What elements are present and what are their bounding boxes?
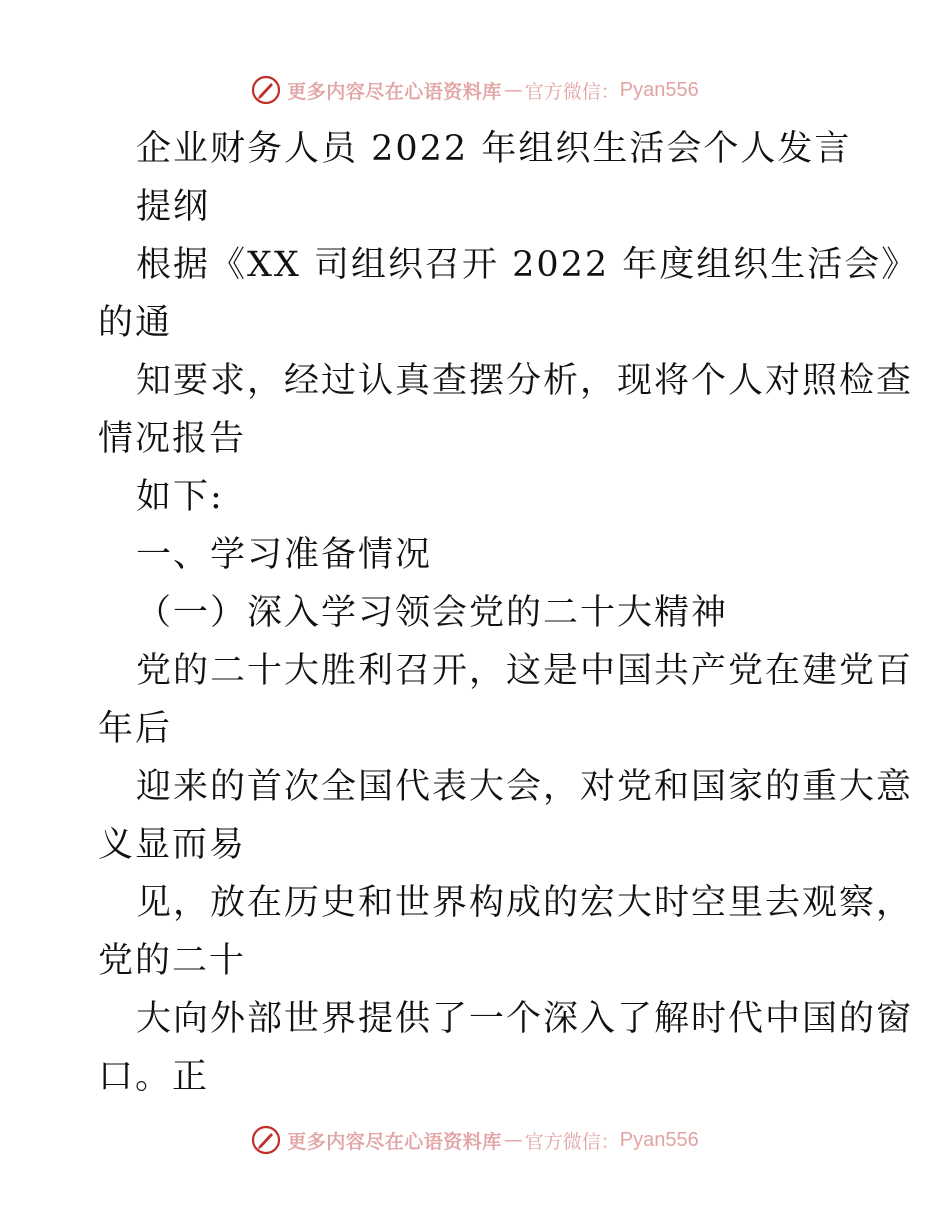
document-line: 口。正: [98, 1057, 210, 1097]
document-line: 见，放在历史和世界构成的宏大时空里去观察，: [136, 883, 914, 923]
header-contact-id: Pyan556: [619, 78, 699, 101]
document-line: 党的二十: [98, 941, 247, 981]
document-line: 年后: [98, 709, 173, 749]
document-line: 如下:: [136, 477, 224, 517]
footer-contact-label: 官方微信：: [524, 1130, 620, 1153]
footer-contact-id: Pyan556: [619, 1128, 699, 1151]
footer-dash: —: [503, 1129, 523, 1151]
footer-site-text: 更多内容尽在心语资料库: [287, 1130, 502, 1153]
header-dash: —: [503, 79, 523, 101]
footer-banner: [0, 1120, 950, 1160]
header-banner: [0, 70, 950, 110]
quill-logo-icon: [251, 1125, 281, 1155]
document-line: 大向外部世界提供了一个深入了解时代中国的窗: [136, 999, 914, 1039]
document-line: （一）深入学习领会党的二十大精神: [136, 593, 729, 633]
document-line: 提纲: [136, 187, 211, 227]
document-line: 义显而易: [98, 825, 247, 865]
document-line: 党的二十大胜利召开，这是中国共产党在建党百: [136, 651, 914, 691]
document-line: 企业财务人员 2022 年组织生活会个人发言: [136, 129, 852, 169]
document-body: [98, 120, 919, 1106]
document-line: 迎来的首次全国代表大会，对党和国家的重大意: [136, 767, 914, 807]
header-contact-label: 官方微信：: [524, 80, 620, 103]
quill-logo-icon: [251, 75, 281, 105]
document-line: 根据《XX 司组织召开 2022 年度组织生活会》: [136, 245, 919, 285]
header-site-text: 更多内容尽在心语资料库: [287, 80, 502, 103]
document-line: 情况报告: [98, 419, 247, 459]
document-line: 知要求，经过认真查摆分析，现将个人对照检查: [136, 361, 914, 401]
document-line: 一、学习准备情况: [136, 535, 433, 575]
document-line: 的通: [98, 303, 173, 343]
